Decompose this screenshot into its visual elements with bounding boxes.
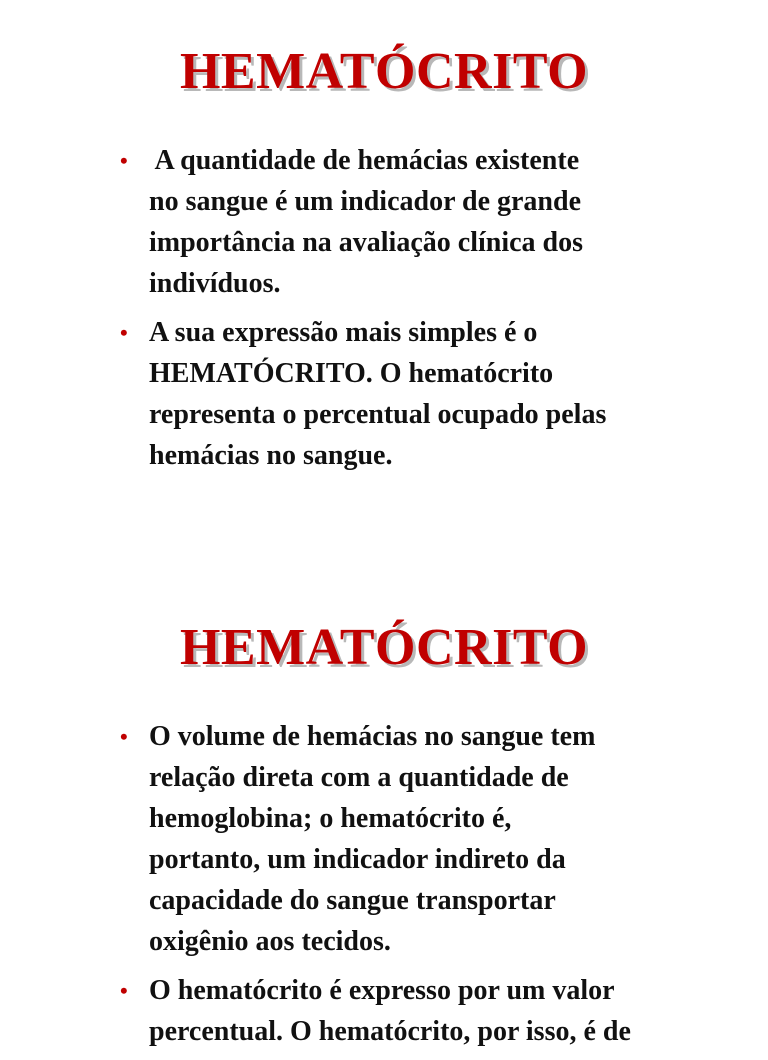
bullet-text-line: hemácias no sangue. (149, 440, 393, 471)
slide-title: HEMATÓCRITO (179, 43, 589, 100)
bullet-list (118, 716, 738, 1060)
bullet-text-line: capacidade do sangue transportar (149, 885, 556, 916)
bullet-icon: • (120, 320, 128, 345)
bullet-text-line: A sua expressão mais simples é o (149, 317, 538, 348)
bullet-text-line: A quantidade de hemácias existente (149, 145, 580, 176)
bullet-text-line: O volume de hemácias no sangue tem (149, 721, 596, 752)
bullet-icon: • (120, 724, 128, 749)
bullet-item (118, 970, 738, 1052)
bullet-item (118, 716, 738, 962)
bullet-text-line: HEMATÓCRITO. O hematócrito (149, 358, 554, 389)
bullet-text-line: hemoglobina; o hematócrito é, (149, 803, 512, 834)
bullet-text-line: importância na avaliação clínica dos (149, 227, 583, 258)
bullet-text-line: no sangue é um indicador de grande (149, 186, 581, 217)
bullet-text-line: O hematócrito é expresso por um valor (149, 975, 615, 1006)
bullet-item (118, 140, 738, 304)
bullet-icon: • (120, 978, 128, 1003)
bullet-icon: • (120, 148, 128, 173)
bullet-text-line: representa o percentual ocupado pelas (149, 399, 607, 430)
slide-2 (0, 576, 768, 1047)
bullet-text-line: percentual. O hematócrito, por isso, é de (149, 1016, 631, 1047)
bullet-text-line: oxigênio aos tecidos. (149, 926, 391, 957)
bullet-text-line: relação direta com a quantidade de (149, 762, 569, 793)
bullet-item (118, 312, 738, 476)
bullet-text-line: portanto, um indicador indireto da (149, 844, 566, 875)
bullet-list (118, 140, 738, 484)
bullet-text-line: indivíduos. (149, 268, 281, 299)
slide-title: HEMATÓCRITO (179, 619, 589, 676)
